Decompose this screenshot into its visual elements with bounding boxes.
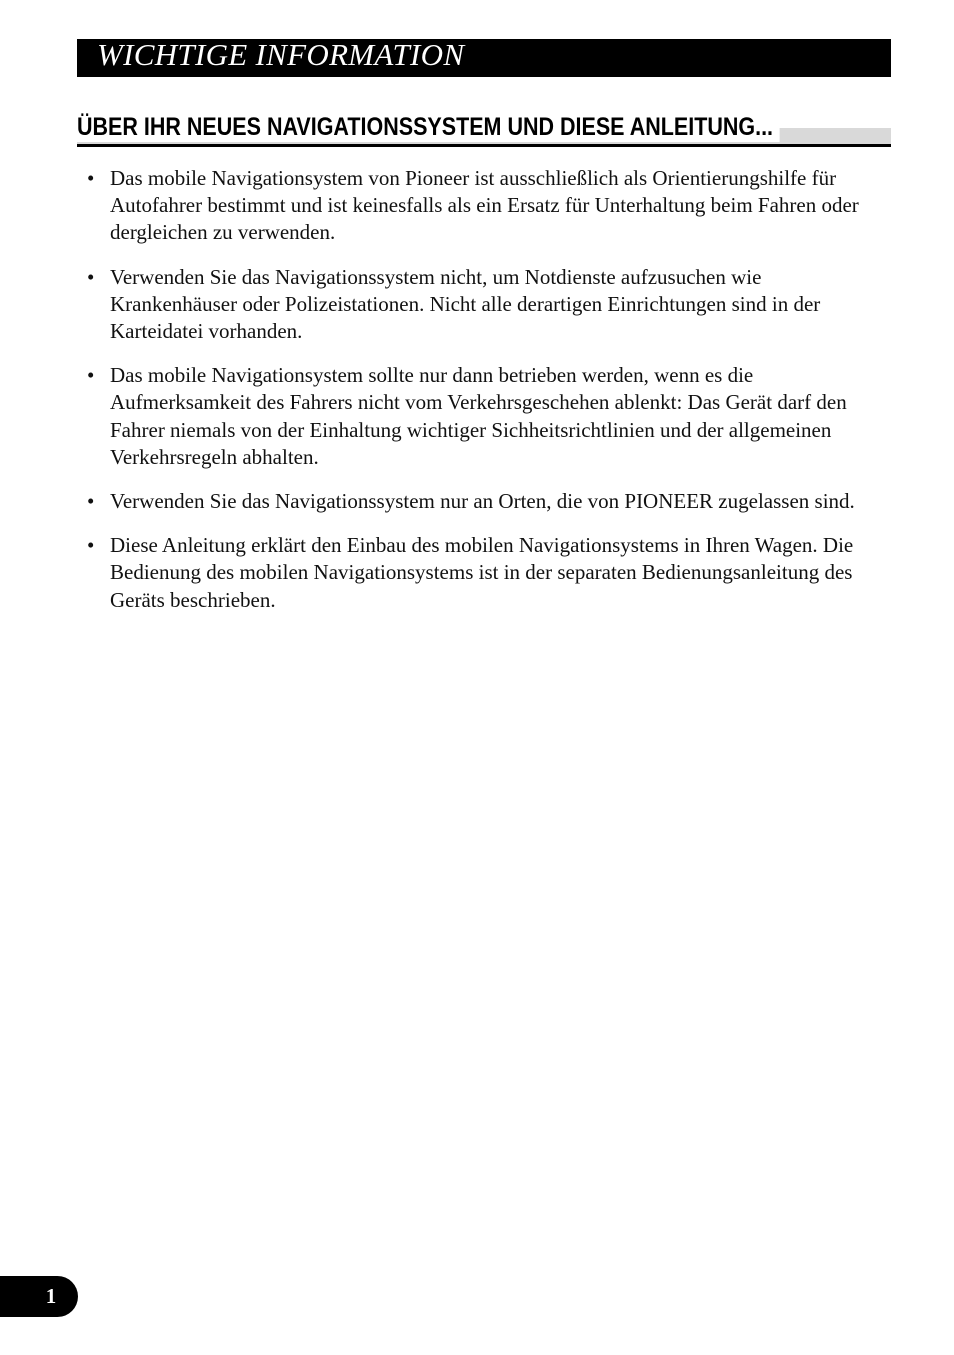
page-number: 1 [45, 1284, 57, 1308]
page-title: WICHTIGE INFORMATION [97, 37, 465, 72]
bullet-icon: • [87, 166, 95, 190]
list-item [87, 264, 867, 346]
section-heading-text: ÜBER IHR NEUES NAVIGATIONSSYSTEM UND DIESE ANLEITUNG... [77, 112, 780, 142]
bullet-icon: • [87, 264, 95, 289]
list-item-text: Diese Anleitung erklärt den Einbau des mobilen Navigationsystems in Ihren Wagen. Die Bedienung des mobilen Navigationsystems ist in der separaten Bedienungsanleitung des Geräts beschrieben. [110, 533, 854, 612]
page-number-tab [0, 1276, 78, 1317]
list-item [87, 362, 867, 471]
bullet-list [87, 165, 867, 631]
section-heading [77, 109, 891, 147]
list-item [87, 165, 867, 247]
list-item-text: Verwenden Sie das Navigationssystem nicht, um Notdienste aufzusuchen wie Krankenhäuser oder Polizeistationen. Nicht alle derartigen Einrichtungen sind in der Karteidatei vorhanden. [110, 264, 821, 344]
list-item [87, 532, 867, 614]
bullet-icon: • [87, 533, 95, 558]
list-item-text: Verwenden Sie das Navigationssystem nur an Orten, die von PIONEER zugelassen sind. [110, 489, 855, 514]
list-item [87, 488, 867, 515]
heading-rule [77, 144, 891, 147]
title-bar [77, 39, 891, 77]
bullet-icon: • [87, 363, 95, 388]
list-item-text: Das mobile Navigationsystem sollte nur dann betrieben werden, wenn es die Aufmerksamkeit des Fahrers nicht vom Verkehrsgeschehen ablenkt: Das Gerät darf den Fahrer niemals von der Einhaltung wichtiger Sichheitsrichtlinien und der allgemeinen Verkehrsregeln abhalten. [110, 363, 847, 469]
bullet-icon: • [87, 489, 95, 514]
list-item-text: Das mobile Navigationsystem von Pioneer ist ausschließlich als Orientierungshilfe für Autofahrer bestimmt und ist keinesfalls als ein Ersatz für Unterhaltung beim Fahren oder dergleichen zu verwenden. [110, 166, 859, 245]
